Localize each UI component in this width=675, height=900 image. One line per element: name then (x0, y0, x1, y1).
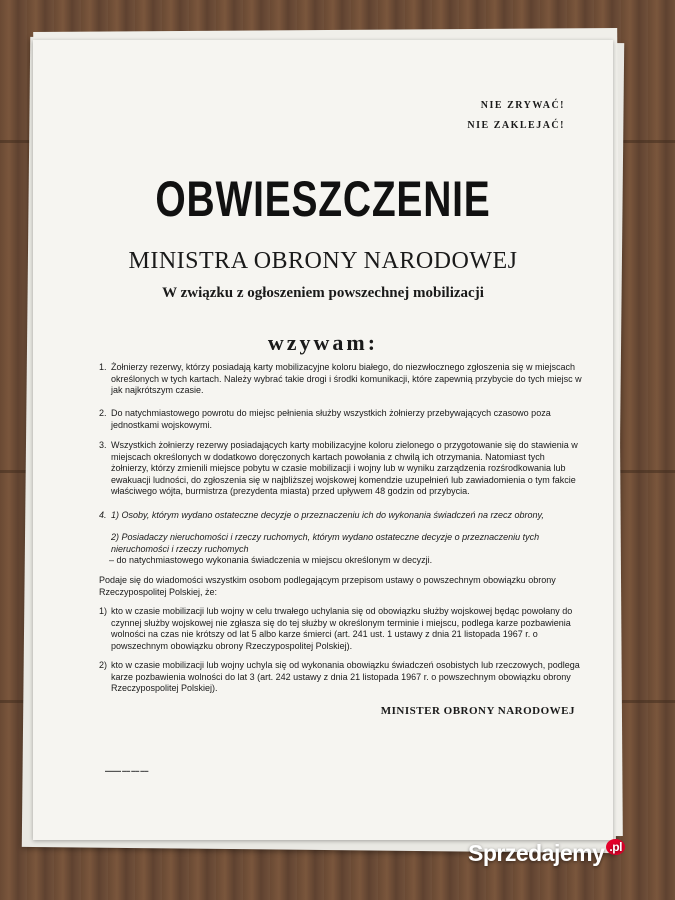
item-number: 1. (99, 362, 107, 372)
poster-context: W związku z ogłoszeniem powszechnej mobilizacji (162, 285, 484, 301)
item-4-sub-1: 1) Osoby, którym wydano ostateczne decyzje o przeznaczeniu ich do wykonania świadczeń na rzecz obrony, (111, 510, 544, 520)
warning-no-cover: NIE ZAKLEJAĆ! (467, 120, 565, 131)
item-4-tail: – do natychmiastowego wykonania świadczenia w miejscu określonym w decyzji. (109, 555, 433, 565)
item-number: 2. (99, 408, 107, 418)
item-text: Wszystkich żołnierzy rezerwy posiadających karty mobilizacyjne koloru zielonego o przygotowanie się do stawienia w miejscach określonych w dodatkowo doręczonych kartach powołania z chwilą ich otrzymania. Natomiast tych żołnierzy, którzy zmienili miejsce pobytu w czasie mobilizacji i wojny lub w wyniku zarządzenia rozśrodkowania lub ewakuacji ludności, do zgłoszenia się w najbliższej wojskowej komendzie uzupełnień lub zawiadomienia o tym fakcie właściwego wójta, burmistrza (prezydenta miasta) przed upływem 48 godzin od przybycia. (111, 440, 578, 496)
item-number: 2) (99, 660, 108, 670)
watermark-suffix: .pl (606, 839, 625, 855)
item-number: 1) (99, 606, 108, 616)
item-text: kto w czasie mobilizacji lub wojny w celu trwałego uchylania się od obowiązku służby wojskowej będąc powołany do czynnej służby wojskowej nie zgłasza się do tej służby w określonym terminie i miejscu, podlega karze pozbawienia wolności na czas nie krótszy od lat 5 albo karze śmierci (art. 241 ust. 1 ustawy z dnia 21 listopada 1967 r. o powszechnym obowiązku obrony Rzeczypospolitej Polskiej). (111, 606, 573, 651)
site-watermark (468, 840, 625, 867)
item-4-sub-2: 2) Posiadaczy nieruchomości i rzeczy ruchomych, którym wydano ostateczne decyzje o przeznaczeniu tych nieruchomości i rzeczy ruchomych (111, 532, 540, 554)
notice-paragraph: Podaje się do wiadomości wszystkim osobom podlegającym przepisom ustawy o powszechnym obowiązku obrony Rzeczypospolitej Polskiej, że: (99, 575, 556, 597)
poster-subtitle: MINISTRA OBRONY NARODOWEJ (128, 248, 518, 274)
poster-call: wzywam: (267, 330, 379, 355)
item-number: 4. (99, 510, 107, 520)
item-number: 3. (99, 440, 107, 450)
item-text: Żołnierzy rezerwy, którzy posiadają karty mobilizacyjne koloru białego, do niezwłocznego zgłoszenia się w miejscach określonych w tych kartach. Należy wybrać takie drogi i środki komunikacji, które zapewnią przybycie do tych miejsc w jak najkrótszym czasie. (111, 362, 582, 395)
item-text: kto w czasie mobilizacji lub wojny uchyla się od wykonania obowiązku świadczeń osobistych lub rzeczowych, podlega karze pozbawienia wolności do lat 3 (art. 242 ustawy z dnia 21 listopada 1967 r. o powszechnym obowiązku obrony Rzeczypospolitej Polskiej). (111, 660, 580, 693)
poster-sheet (33, 40, 613, 840)
watermark-text: Sprzedajemy (468, 840, 605, 866)
warning-no-tear: NIE ZRYWAĆ! (480, 100, 565, 111)
signature: MINISTER OBRONY NARODOWEJ (380, 705, 575, 717)
poster-title: OBWIESZCZENIE (155, 171, 491, 227)
printer-mark: ▬▬▬▬ ▬▬ ▬▬ ▬▬ (105, 768, 149, 773)
item-text: Do natychmiastowego powrotu do miejsc pełnienia służby wszystkich żołnierzy przebywających czasowo poza jednostkami wojskowymi. (111, 408, 551, 430)
